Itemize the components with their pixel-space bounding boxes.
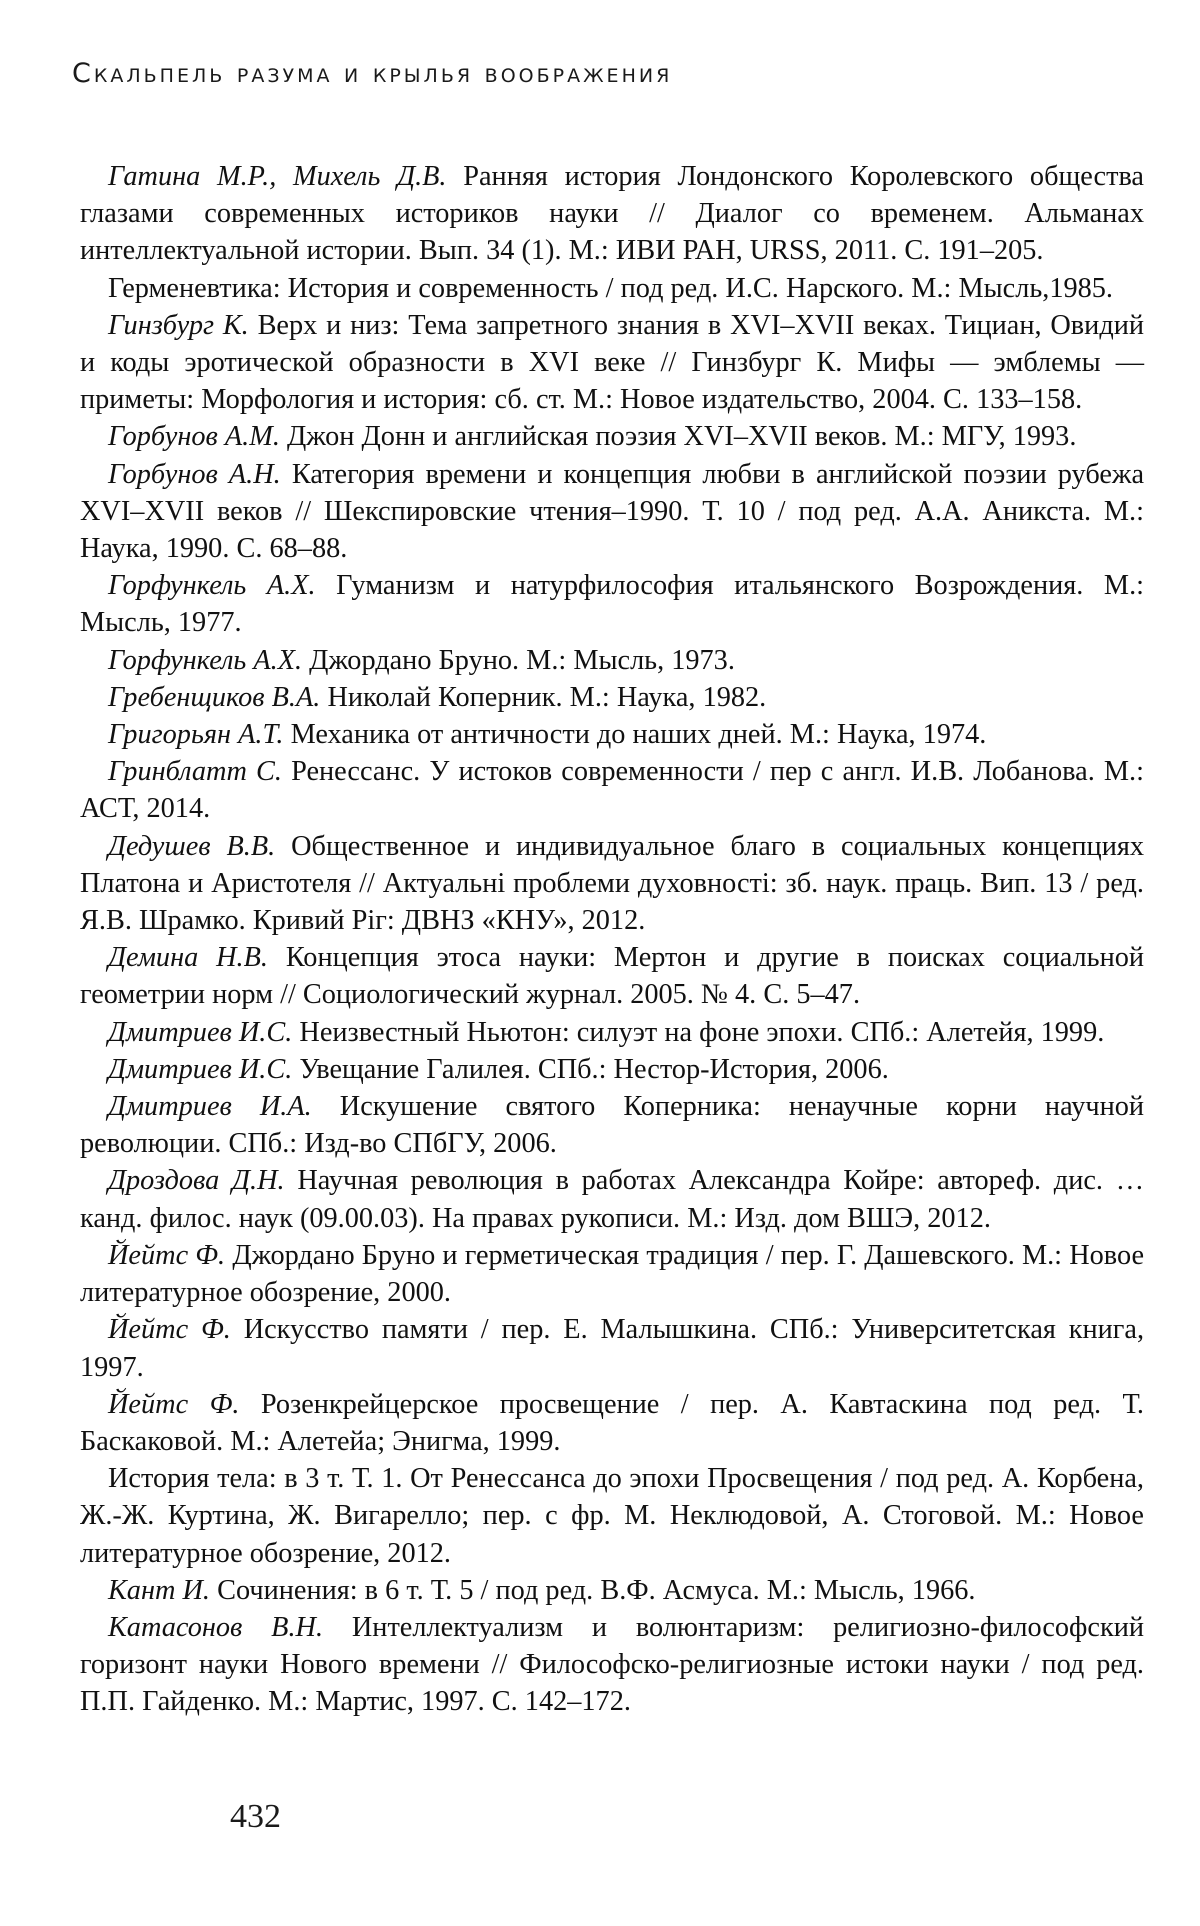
bibliography-entry: [80, 158, 1144, 270]
entry-author: Йейтс Ф.: [108, 1388, 240, 1420]
entry-author: Дроздова Д.Н.: [108, 1165, 285, 1197]
bibliography-entry: [80, 642, 1144, 679]
bibliography-entry: [80, 828, 1144, 940]
entry-author: Дмитриев И.С.: [108, 1016, 293, 1048]
entry-author: Дмитриев И.А.: [108, 1091, 312, 1123]
bibliography-entry: [80, 418, 1144, 455]
bibliography-entry: [80, 1460, 1144, 1572]
entry-text: Сочинения: в 6 т. Т. 5 / под ред. В.Ф. Асмуса. М.: Мысль, 1966.: [217, 1574, 976, 1606]
bibliography-entry: [80, 1088, 1144, 1162]
bibliography-entry: [80, 939, 1144, 1013]
bibliography-entry: [80, 567, 1144, 641]
entry-author: Дмитриев И.С.: [108, 1053, 293, 1085]
bibliography-list: [80, 158, 1144, 1721]
entry-text: Николай Коперник. М.: Наука, 1982.: [327, 681, 767, 713]
entry-author: Йейтс Ф.: [108, 1314, 231, 1346]
entry-text: Гуманизм и натурфилософия итальянского Возрождения. М.: Мысль, 1977.: [80, 570, 1145, 639]
bibliography-entry: [80, 753, 1144, 827]
entry-text: Ранняя история Лондонского Королевского общества глазами современных историков науки // Диалог со временем. Альманах интеллектуальной истории. Вып. 34 (1). М.: ИВИ РАН, URSS, 2011. С. 191–205.: [80, 161, 1144, 267]
bibliography-entry: [80, 1162, 1144, 1236]
entry-author: Горбунов А.Н.: [108, 458, 281, 490]
bibliography-entry: [80, 1311, 1144, 1385]
entry-text: Увещание Галилея. СПб.: Нестор-История, 2006.: [299, 1053, 889, 1085]
entry-author: Дедушев В.В.: [108, 830, 276, 862]
entry-author: Кант И.: [108, 1574, 210, 1606]
entry-author: Гинзбург К.: [108, 309, 249, 341]
entry-text: Искушение святого Коперника: ненаучные корни научной революции. СПб.: Изд-во СПбГУ, 2006.: [80, 1091, 1145, 1160]
entry-text: Неизвестный Ньютон: силуэт на фоне эпохи. СПб.: Алетейя, 1999.: [299, 1016, 1105, 1048]
entry-author: Горфункель А.Х.: [108, 644, 303, 676]
entry-author: Григорьян А.Т.: [108, 719, 284, 751]
running-header: Скальпель разума и крылья воображения: [72, 58, 673, 89]
entry-author: Горфункель А.Х.: [108, 570, 316, 602]
entry-text: Искусство памяти / пер. Е. Малышкина. СПб.: Университетская книга, 1997.: [80, 1314, 1145, 1383]
bibliography-entry: [80, 1014, 1144, 1051]
entry-author: Горбунов А.М.: [108, 421, 280, 453]
entry-text: Герменевтика: История и современность / под ред. И.С. Нарского. М.: Мысль,1985.: [108, 272, 1113, 304]
bibliography-entry: [80, 456, 1144, 568]
entry-text: Джордано Бруно и герметическая традиция / пер. Г. Дашевского. М.: Новое литературное обозрение, 2000.: [80, 1239, 1145, 1309]
entry-text: Верх и низ: Тема запретного знания в XVI–XVII веках. Тициан, Овидий и коды эротической образности в XVI веке // Гинзбург К. Мифы — эмблемы — приметы: Морфология и история: сб. ст. М.: Новое издательство, 2004. С. 133–158.: [80, 309, 1144, 416]
bibliography-entry: [80, 1386, 1144, 1460]
bibliography-entry: [80, 679, 1144, 716]
bibliography-entry: [80, 1572, 1144, 1609]
entry-author: Демина Н.В.: [108, 942, 268, 974]
bibliography-entry: [80, 307, 1144, 419]
bibliography-entry: [80, 1237, 1144, 1311]
entry-author: Гринблатт С.: [108, 756, 282, 788]
entry-author: Катасонов В.Н.: [108, 1611, 324, 1643]
entry-text: Джон Донн и английская поэзия XVI–XVII веков. М.: МГУ, 1993.: [286, 421, 1077, 453]
bibliography-entry: [80, 270, 1144, 307]
page-number: 432: [230, 1798, 281, 1835]
entry-text: Концепция этоса науки: Мертон и другие в поисках социальной геометрии норм // Социологический журнал. 2005. № 4. С. 5–47.: [80, 942, 1145, 1011]
entry-text: Интеллектуализм и волюнтаризм: религиозно-философский горизонт науки Нового времени // Философско-религиозные истоки науки / под ред. П.П. Гайденко. М.: Мартис, 1997. С. 142–172.: [80, 1611, 1144, 1718]
entry-text: Розенкрейцерское просвещение / пер. А. Кавтаскина под ред. Т. Баскаковой. М.: Алетейа; Энигма, 1999.: [80, 1388, 1145, 1457]
bibliography-entry: [80, 716, 1144, 753]
entry-text: Джордано Бруно. М.: Мысль, 1973.: [309, 644, 735, 676]
bibliography-entry: [80, 1609, 1144, 1721]
entry-text: История тела: в 3 т. Т. 1. От Ренессанса до эпохи Просвещения / под ред. А. Корбена, Ж.-Ж. Куртина, Ж. Вигарелло; пер. с фр. М. Неклюдовой, А. Стоговой. М.: Новое литературное обозрение, 2012.: [80, 1463, 1144, 1569]
bibliography-entry: [80, 1051, 1144, 1088]
entry-author: Гребенщиков В.А.: [108, 681, 321, 713]
entry-text: Ренессанс. У истоков современности / пер с англ. И.В. Лобанова. М.: АСТ, 2014.: [80, 756, 1144, 825]
entry-text: Научная революция в работах Александра Койре: автореф. дис. … канд. филос. наук (09.00.03). На правах рукописи. М.: Изд. дом ВШЭ, 2012.: [80, 1165, 1144, 1234]
entry-text: Общественное и индивидуальное благо в социальных концепциях Платона и Аристотеля // Актуальні проблеми духовності: зб. наук. праць. Вип. 13 / ред. Я.В. Шрамко. Кривий Ріг: ДВНЗ «КНУ», 2012.: [80, 830, 1145, 937]
entry-text: Категория времени и концепция любви в английской поэзии рубежа XVI–XVII веков // Шекспировские чтения–1990. Т. 10 / под ред. А.А. Аникста. М.: Наука, 1990. С. 68–88.: [80, 458, 1145, 565]
entry-author: Йейтс Ф.: [108, 1239, 226, 1271]
entry-author: Гатина М.Р., Михель Д.В.: [108, 161, 447, 192]
entry-text: Механика от античности до наших дней. М.: Наука, 1974.: [290, 719, 987, 751]
